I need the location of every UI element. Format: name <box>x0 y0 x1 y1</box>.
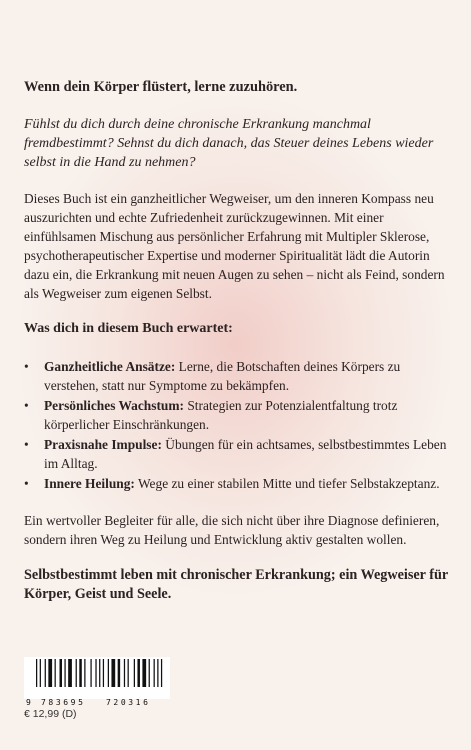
barcode-bars <box>24 657 170 689</box>
closing-statement: Selbstbestimmt leben mit chronischer Erkrankung; ein Wegweiser für Körper, Geist und Seele. <box>24 567 448 602</box>
barcode-bar <box>60 659 63 687</box>
barcode-bar <box>64 659 65 687</box>
barcode-bar <box>103 659 104 687</box>
barcode-bar <box>111 659 115 687</box>
isbn-left-digits: 783695 <box>41 698 86 707</box>
benefits-list <box>24 357 449 493</box>
price-label: € 12,99 (D) <box>24 708 77 720</box>
benefit-text: Wege zu einer stabilen Mitte und tiefer Selbstakzeptanz. <box>134 476 440 491</box>
barcode-bar <box>157 659 158 687</box>
benefit-text: Strategien zur Potenzialentfaltung trotz körperlicher Einschränkungen. <box>44 398 398 432</box>
benefits-heading: Was dich in diesem Buch erwartet: <box>24 321 233 336</box>
bullet-icon: • <box>24 476 29 491</box>
isbn-first-digit: 9 <box>26 698 31 707</box>
bullet-icon: • <box>24 398 29 413</box>
lead-question: Fühlst du dich durch deine chronische Erkrankung manchmal fremdbestimmt? Sehnst du dich danach, das Steuer deines Lebens wieder selbst in die Hand zu nehmen? <box>24 117 434 170</box>
barcode-bar <box>137 659 140 687</box>
benefit-title: Persönliches Wachstum: <box>44 398 184 413</box>
barcode-bar <box>90 659 91 687</box>
benefit-text: Lerne, die Botschaften deines Körpers zu verstehen, statt nur Symptome zu bekämpfen. <box>44 359 401 393</box>
barcode-bar <box>118 659 121 687</box>
barcode-bar <box>36 659 37 687</box>
isbn-barcode <box>24 657 170 707</box>
benefit-title: Praxisnahe Impulse: <box>44 437 162 452</box>
barcode-bar <box>124 659 125 687</box>
intro-paragraph: Dieses Buch ist ein ganzheitlicher Wegweiser, um den inneren Kompass neu auszurichten und echte Zufriedenheit zurückzugewinnen. Mit einer einfühlsamen Mischung aus persönlicher Erfahrung mit Multipler Sklerose, psychotherapeutischer Expertise und moderner Spiritualität lädt die Autorin dazu ein, die Erkrankung mit neuen Augen zu sehen – nicht als Feind, sondern als Wegweiser zum eigenen Selbst. <box>24 191 445 301</box>
barcode-bar <box>99 659 100 687</box>
barcode-bar <box>55 659 56 687</box>
bullet-icon: • <box>24 359 29 374</box>
list-item <box>24 396 449 434</box>
barcode-bar <box>48 659 52 687</box>
barcode-bar <box>154 659 155 687</box>
benefit-text: Übungen für ein achtsames, selbstbestimmtes Leben im Alltag. <box>44 437 447 471</box>
barcode-bar <box>76 659 77 687</box>
isbn-right-digits: 720316 <box>106 698 151 707</box>
barcode-bar <box>68 659 72 687</box>
barcode-bar <box>84 659 85 687</box>
barcode-bar <box>161 659 162 687</box>
outro-paragraph: Ein wertvoller Begleiter für alle, die sich nicht über ihre Diagnose definieren, sondern ihren Weg zu Heilung und Entwicklung aktiv gestalten wollen. <box>24 513 440 547</box>
barcode-bar <box>142 659 146 687</box>
bullet-icon: • <box>24 437 29 452</box>
benefit-title: Ganzheitliche Ansätze: <box>44 359 176 374</box>
barcode-bar <box>45 659 46 687</box>
barcode-bar <box>149 659 150 687</box>
list-item <box>24 357 449 395</box>
list-item <box>24 474 449 493</box>
barcode-bar <box>128 659 129 687</box>
list-item <box>24 435 449 473</box>
barcode-bar <box>79 659 82 687</box>
barcode-bar <box>95 659 96 687</box>
headline: Wenn dein Körper flüstert, lerne zuzuhören. <box>24 79 298 95</box>
barcode-bar <box>108 659 109 687</box>
benefit-title: Innere Heilung: <box>44 476 135 491</box>
barcode-bar <box>134 659 135 687</box>
barcode-bar <box>40 659 41 687</box>
